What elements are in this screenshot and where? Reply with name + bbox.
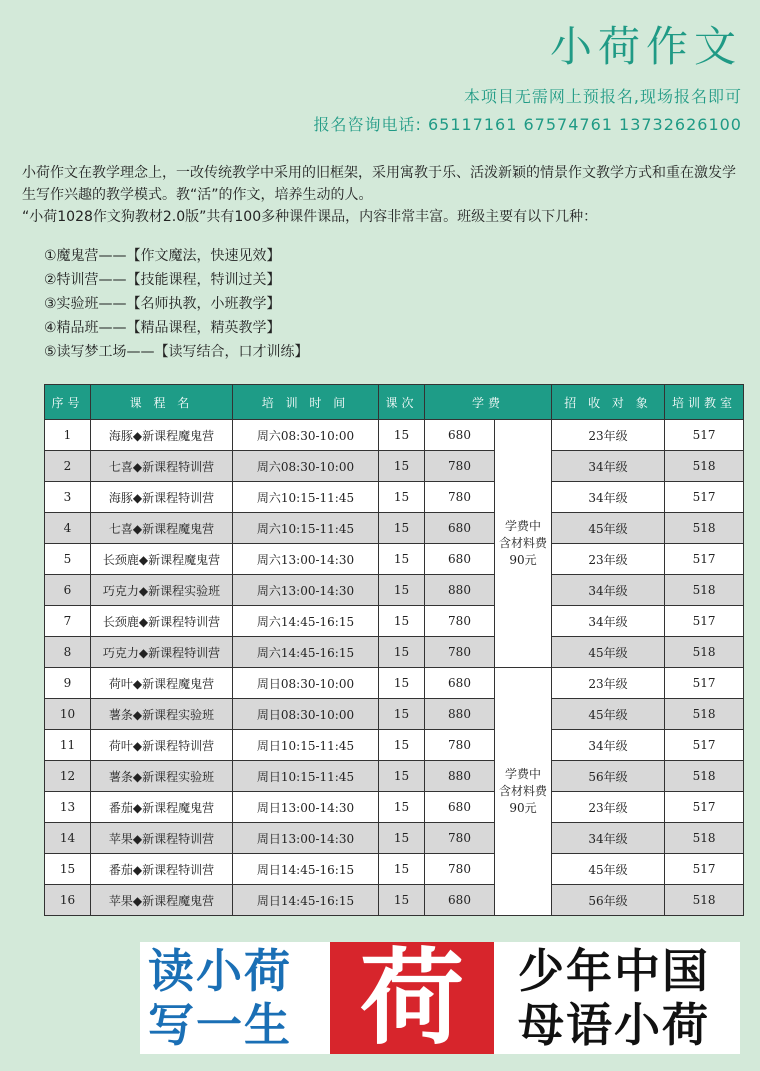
cell-target: 23年级 — [552, 792, 665, 823]
registration-note: 本项目无需网上预报名,现场报名即可 — [463, 87, 742, 106]
header-time: 培 训 时 间 — [233, 385, 379, 420]
header-no: 序号 — [45, 385, 91, 420]
cell-room: 517 — [665, 606, 744, 637]
cell-fee: 880 — [425, 699, 495, 730]
slogan-right-line2: 母语小荷 — [518, 998, 710, 1052]
table-row — [45, 637, 744, 668]
contact-phone: 报名咨询电话: 65117161 67574761 13732626100 — [313, 115, 742, 134]
fee-note-line: 90元 — [509, 801, 537, 815]
cell-room: 518 — [665, 823, 744, 854]
cell-room: 517 — [665, 482, 744, 513]
slogan-left — [148, 944, 292, 1052]
cell-fee: 680 — [425, 668, 495, 699]
table-row — [45, 544, 744, 575]
cell-target: 45年级 — [552, 513, 665, 544]
table-row — [45, 513, 744, 544]
cell-course: 长颈鹿◆新课程特训营 — [91, 606, 233, 637]
cell-time: 周日10:15-11:45 — [233, 730, 379, 761]
cell-room: 518 — [665, 637, 744, 668]
cell-course: 薯条◆新课程实验班 — [91, 699, 233, 730]
schedule-table — [44, 384, 744, 916]
cell-no: 3 — [45, 482, 91, 513]
cell-no: 5 — [45, 544, 91, 575]
slogan-right — [518, 944, 710, 1052]
cell-room: 517 — [665, 544, 744, 575]
cell-target: 34年级 — [552, 823, 665, 854]
cell-fee: 780 — [425, 823, 495, 854]
cell-course: 七喜◆新课程魔鬼营 — [91, 513, 233, 544]
cell-fee: 780 — [425, 482, 495, 513]
cell-sessions: 15 — [379, 823, 425, 854]
cell-sessions: 15 — [379, 482, 425, 513]
cell-room: 518 — [665, 699, 744, 730]
header-target: 招 收 对 象 — [552, 385, 665, 420]
cell-course: 荷叶◆新课程魔鬼营 — [91, 668, 233, 699]
table-row — [45, 575, 744, 606]
cell-room: 518 — [665, 885, 744, 916]
table-row — [45, 823, 744, 854]
cell-room: 518 — [665, 451, 744, 482]
cell-fee: 780 — [425, 637, 495, 668]
cell-no: 4 — [45, 513, 91, 544]
cell-target: 34年级 — [552, 606, 665, 637]
cell-time: 周日14:45-16:15 — [233, 854, 379, 885]
cell-fee: 780 — [425, 606, 495, 637]
cell-time: 周六13:00-14:30 — [233, 544, 379, 575]
cell-time: 周日13:00-14:30 — [233, 792, 379, 823]
cell-target: 56年级 — [552, 885, 665, 916]
cell-time: 周六14:45-16:15 — [233, 637, 379, 668]
intro-text — [22, 162, 744, 228]
cell-no: 15 — [45, 854, 91, 885]
cell-time: 周六10:15-11:45 — [233, 482, 379, 513]
brand-title: 小荷作文 — [549, 22, 742, 71]
table-row — [45, 606, 744, 637]
cell-course: 荷叶◆新课程特训营 — [91, 730, 233, 761]
cell-no: 9 — [45, 668, 91, 699]
cell-time: 周日08:30-10:00 — [233, 668, 379, 699]
cell-course: 海豚◆新课程魔鬼营 — [91, 420, 233, 451]
cell-fee: 680 — [425, 885, 495, 916]
fee-note-line: 含材料费 — [499, 784, 548, 798]
cell-course: 七喜◆新课程特训营 — [91, 451, 233, 482]
cell-target: 23年级 — [552, 420, 665, 451]
class-type-item: ⑤读写梦工场——【读写结合，口才训练】 — [44, 344, 309, 360]
table-row — [45, 730, 744, 761]
class-type-item: ④精品班——【精品课程，精英教学】 — [44, 320, 281, 336]
class-type-list — [44, 244, 309, 364]
class-type-item: ②特训营——【技能课程，特训过关】 — [44, 272, 281, 288]
cell-no: 14 — [45, 823, 91, 854]
cell-time: 周六10:15-11:45 — [233, 513, 379, 544]
cell-fee: 880 — [425, 761, 495, 792]
cell-no: 8 — [45, 637, 91, 668]
cell-course: 薯条◆新课程实验班 — [91, 761, 233, 792]
cell-fee: 680 — [425, 544, 495, 575]
class-type-item: ③实验班——【名师执教，小班教学】 — [44, 296, 281, 312]
table-header-row — [45, 385, 744, 420]
cell-room: 517 — [665, 668, 744, 699]
intro-paragraph-2: “小荷1028作文狗教材2.0版”共有100多种课件课品，内容非常丰富。班级主要有以下几种： — [22, 209, 598, 225]
cell-target: 23年级 — [552, 544, 665, 575]
fee-note-line: 含材料费 — [499, 536, 548, 550]
cell-sessions: 15 — [379, 420, 425, 451]
cell-time: 周日13:00-14:30 — [233, 823, 379, 854]
table-row — [45, 699, 744, 730]
cell-sessions: 15 — [379, 513, 425, 544]
cell-time: 周六08:30-10:00 — [233, 451, 379, 482]
header-course: 课 程 名 — [91, 385, 233, 420]
cell-room: 517 — [665, 854, 744, 885]
cell-sessions: 15 — [379, 544, 425, 575]
cell-room: 518 — [665, 761, 744, 792]
class-type-item: ①魔鬼营——【作文魔法，快速见效】 — [44, 248, 281, 264]
cell-time: 周六08:30-10:00 — [233, 420, 379, 451]
cell-target: 45年级 — [552, 854, 665, 885]
slogan-right-line1: 少年中国 — [518, 944, 710, 998]
cell-no: 11 — [45, 730, 91, 761]
slogan-left-line1: 读小荷 — [148, 944, 292, 998]
cell-fee: 780 — [425, 854, 495, 885]
table-row — [45, 420, 744, 451]
header-fee: 学费 — [425, 385, 552, 420]
fee-note — [495, 668, 552, 916]
cell-fee: 780 — [425, 730, 495, 761]
cell-course: 番茄◆新课程魔鬼营 — [91, 792, 233, 823]
seal-character: 荷 — [359, 936, 464, 1059]
table-row — [45, 761, 744, 792]
cell-no: 2 — [45, 451, 91, 482]
cell-sessions: 15 — [379, 885, 425, 916]
cell-sessions: 15 — [379, 637, 425, 668]
cell-no: 6 — [45, 575, 91, 606]
cell-sessions: 15 — [379, 575, 425, 606]
cell-room: 518 — [665, 575, 744, 606]
cell-target: 34年级 — [552, 451, 665, 482]
table-row — [45, 854, 744, 885]
cell-room: 517 — [665, 730, 744, 761]
cell-target: 45年级 — [552, 637, 665, 668]
cell-no: 12 — [45, 761, 91, 792]
cell-sessions: 15 — [379, 854, 425, 885]
cell-room: 517 — [665, 420, 744, 451]
cell-target: 56年级 — [552, 761, 665, 792]
fee-note-line: 学费中 — [505, 519, 542, 533]
cell-course: 苹果◆新课程特训营 — [91, 823, 233, 854]
cell-no: 10 — [45, 699, 91, 730]
fee-note — [495, 420, 552, 668]
cell-time: 周日14:45-16:15 — [233, 885, 379, 916]
cell-target: 45年级 — [552, 699, 665, 730]
cell-no: 1 — [45, 420, 91, 451]
fee-note-line: 学费中 — [505, 767, 542, 781]
cell-sessions: 15 — [379, 730, 425, 761]
cell-fee: 780 — [425, 451, 495, 482]
cell-time: 周六13:00-14:30 — [233, 575, 379, 606]
slogan-left-line2: 写一生 — [148, 998, 292, 1052]
fee-note-line: 90元 — [509, 553, 537, 567]
cell-sessions: 15 — [379, 668, 425, 699]
cell-sessions: 15 — [379, 761, 425, 792]
cell-room: 517 — [665, 792, 744, 823]
cell-sessions: 15 — [379, 451, 425, 482]
cell-target: 34年级 — [552, 482, 665, 513]
cell-target: 23年级 — [552, 668, 665, 699]
table-row — [45, 792, 744, 823]
slogan-banner — [140, 936, 740, 1059]
cell-course: 番茄◆新课程特训营 — [91, 854, 233, 885]
cell-fee: 680 — [425, 420, 495, 451]
cell-sessions: 15 — [379, 792, 425, 823]
table-row — [45, 885, 744, 916]
cell-fee: 680 — [425, 792, 495, 823]
cell-time: 周日08:30-10:00 — [233, 699, 379, 730]
table-row — [45, 668, 744, 699]
cell-course: 苹果◆新课程魔鬼营 — [91, 885, 233, 916]
cell-fee: 880 — [425, 575, 495, 606]
cell-fee: 680 — [425, 513, 495, 544]
cell-no: 16 — [45, 885, 91, 916]
table-row — [45, 482, 744, 513]
header-sessions: 课次 — [379, 385, 425, 420]
cell-course: 巧克力◆新课程特训营 — [91, 637, 233, 668]
cell-room: 518 — [665, 513, 744, 544]
table-row — [45, 451, 744, 482]
cell-no: 7 — [45, 606, 91, 637]
cell-target: 34年级 — [552, 730, 665, 761]
header-room: 培训教室 — [665, 385, 744, 420]
cell-time: 周日10:15-11:45 — [233, 761, 379, 792]
intro-paragraph-1: 小荷作文在教学理念上，一改传统教学中采用的旧框架，采用寓教于乐、活泼新颖的情景作文教学方式和重在激发学生写作兴趣的教学模式。教“活”的作文，培养生动的人。 — [22, 165, 736, 203]
cell-sessions: 15 — [379, 606, 425, 637]
calligraphy-seal — [330, 936, 494, 1059]
cell-time: 周六14:45-16:15 — [233, 606, 379, 637]
cell-course: 海豚◆新课程特训营 — [91, 482, 233, 513]
cell-target: 34年级 — [552, 575, 665, 606]
cell-course: 巧克力◆新课程实验班 — [91, 575, 233, 606]
cell-no: 13 — [45, 792, 91, 823]
cell-course: 长颈鹿◆新课程魔鬼营 — [91, 544, 233, 575]
cell-sessions: 15 — [379, 699, 425, 730]
